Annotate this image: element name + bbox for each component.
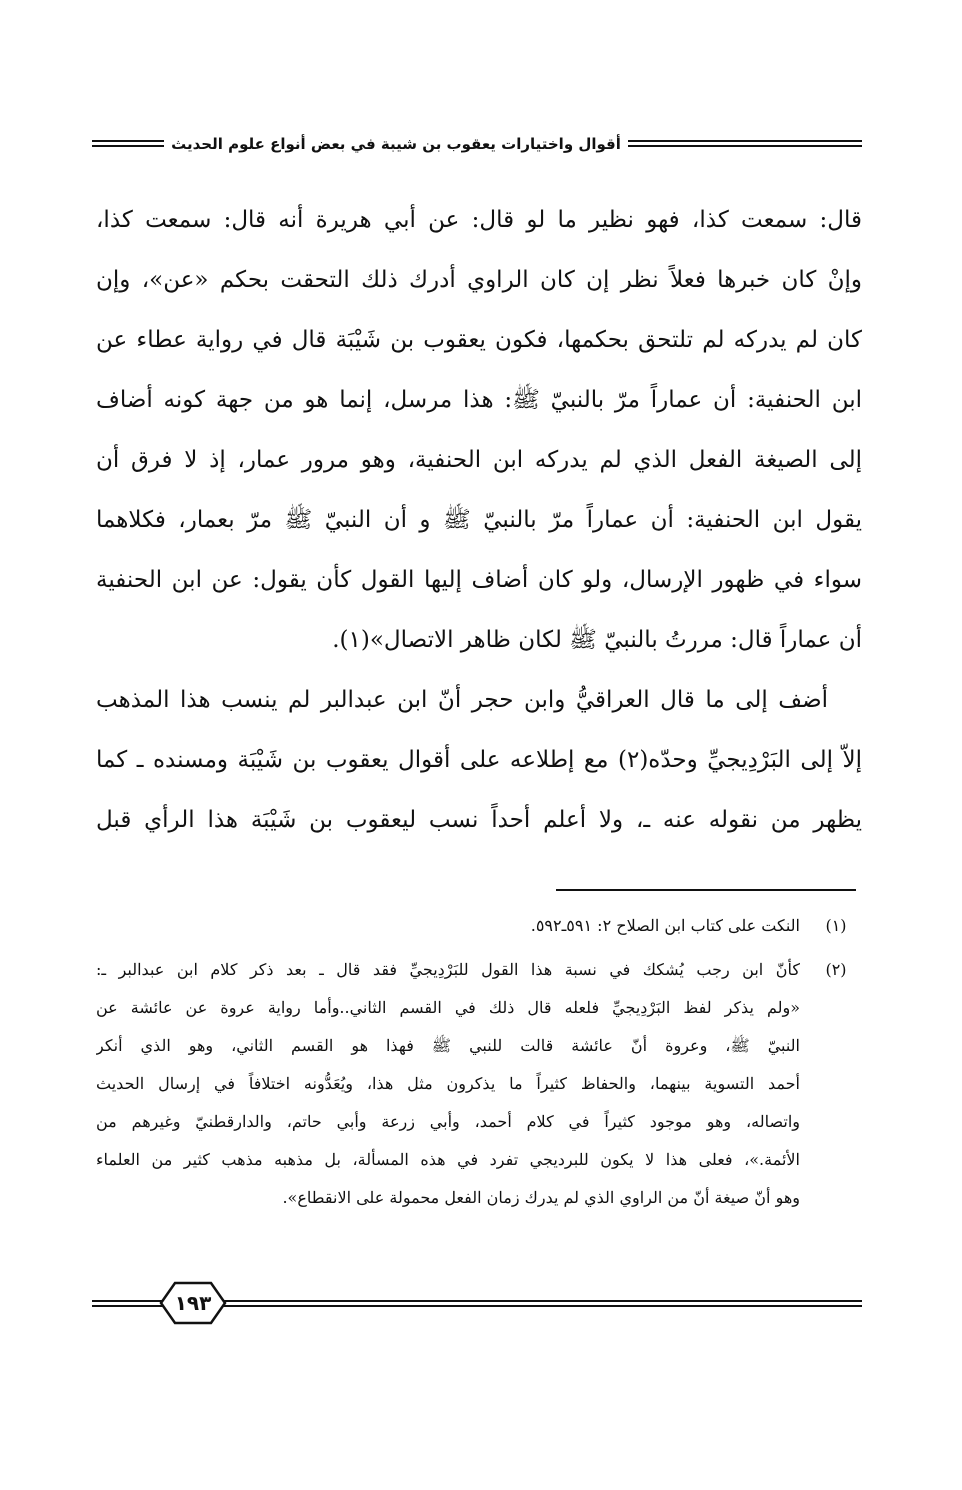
text-line: ابن الحنفية: أن عماراً مرّ بالنبيّ ﷺ: هذا مرسل، إنما هو من جهة كونه أضاف: [96, 387, 862, 413]
footnote-number: (٢): [825, 960, 847, 979]
footnote-1: [96, 910, 862, 942]
text-line: كان لم يدركه لم تلتحق بحكمها، فكون يعقوب بن شَيْبَة قال في رواية عطاء عن: [96, 327, 862, 353]
text-line: يظهر من نقوله عنه ـ، ولا أعلم أحداً نسب ليعقوب بن شَيْبَة هذا الرأي قبل: [96, 807, 862, 833]
footnote-line: النبيّ ﷺ، وعروة أنّ عائشة قالت للنبي ﷺ فهذا هو القسم الثاني، وهو الذي أنكر: [96, 1036, 800, 1055]
header-rule-left: [92, 140, 164, 147]
text-line: إلاّ إلى البَرْدِيجيِّ وحدّه(٢) مع إطلاعه على أقوال يعقوب بن شَيْبَة ومسنده ـ كما: [96, 747, 862, 773]
footnote-line: واتصاله، وهو موجود كثيراً في كلام أحمد، وأبي زرعة وأبي حاتم، والدارقطنيّ وغيرهم من: [96, 1112, 800, 1131]
footnote-line: «ولم يذكر لفظ البَرْدِيجيِّ فلعله قال ذلك في القسم الثاني..وأما رواية عروة عن عائشة عن: [96, 998, 800, 1017]
footer-rule-right: [222, 1300, 862, 1307]
footnote-line: النكت على كتاب ابن الصلاح ٢: ٥٩١ـ٥٩٢.: [530, 916, 800, 935]
text-line: قال: سمعت كذا، فهو نظير ما لو قال: عن أبي هريرة أنه قال: سمعت كذا،: [96, 207, 862, 233]
page-number: ١٩٣: [174, 1291, 212, 1315]
text-line: يقول ابن الحنفية: أن عماراً مرّ بالنبيّ ﷺ و أن النبيّ ﷺ مرّ بعمار، فكلاهما: [96, 507, 862, 533]
footnote-line: الأئمة.»، فعلى هذا لا يكون للبرديجي تفرد في هذه المسألة، بل مذهبه مذهب كثير من العلماء: [96, 1150, 800, 1169]
text-line: وإنْ كان خبرها فعلاً نظر إن كان الراوي أدرك ذلك التحقت بحكم «عن»، وإن: [96, 267, 862, 293]
footer-rule-left: [92, 1300, 164, 1307]
text-line: إلى الصيغة الفعل الذي لم يدركه ابن الحنفية، وهو مرور عمار، إذ لا فرق أن: [96, 447, 862, 473]
main-text: [96, 192, 862, 852]
text-line: أضف إلى ما قال العراقيُّ وابن حجر أنّ ابن عبدالبر لم ينسب هذا المذهب: [96, 687, 828, 713]
footnote-line: كأنّ ابن رجب يُشكك في نسبة هذا القول للبَرْدِيجيِّ فقد قال ـ بعد ذكر كلام ابن عبدالبر ـ:: [96, 960, 800, 979]
text-line: سواء في ظهور الإرسال، ولو كان أضاف إليها القول كأن يقول: عن ابن الحنفية: [96, 567, 862, 593]
footnote-2: [96, 954, 862, 1244]
header-rule-right: [628, 140, 862, 147]
running-header-title: أقوال واختيارات يعقوب بن شيبة في بعض أنواع علوم الحديث: [171, 135, 621, 153]
footnote-separator: [556, 889, 856, 891]
footnote-number: (١): [825, 916, 847, 935]
text-line: أن عماراً قال: مررتُ بالنبيّ ﷺ لكان ظاهر الاتصال»(١).: [332, 627, 862, 653]
footnote-line: وهو أنّ صيغة أنّ من الراوي الذي لم يدرك زمان الفعل محمولة على الانقطاع».: [282, 1188, 800, 1207]
footnote-line: أحمد التسوية بينهما، والحفاظ كثيراً ما يذكرون مثل هذا، ويُعَدُّونه اختلافاً في إرسال الحديث: [96, 1074, 800, 1093]
